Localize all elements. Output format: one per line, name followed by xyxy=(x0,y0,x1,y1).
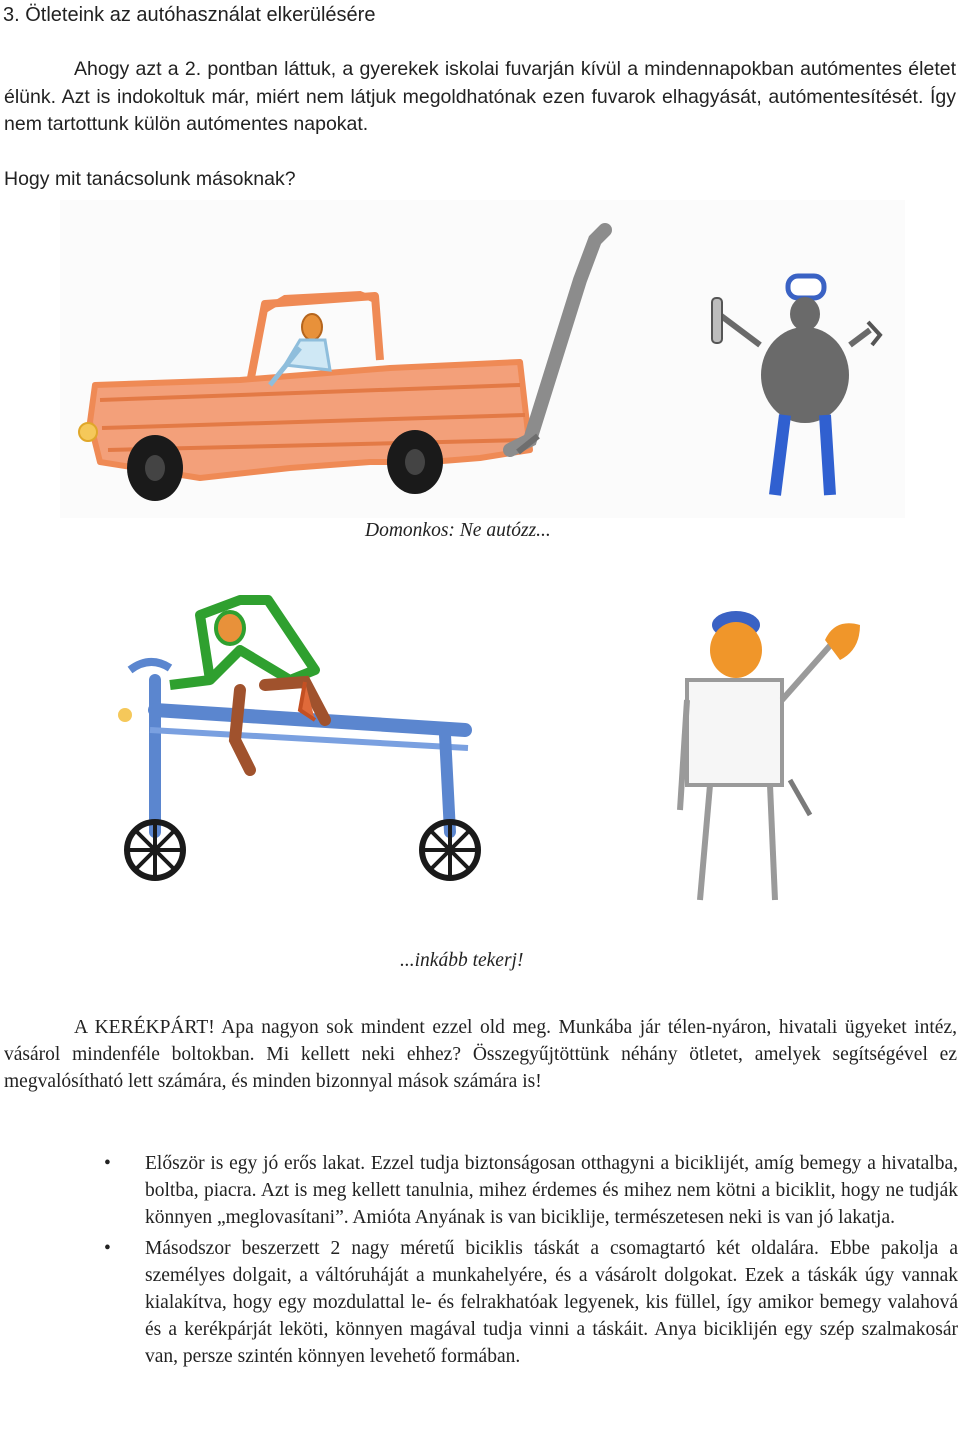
figure1-caption: Domonkos: Ne autózz... xyxy=(365,520,551,541)
list-item-text: Először is egy jó erős lakat. Ezzel tudja biztonságosan otthagyni a biciklijét, amíg bemegy a hivatalba, boltba, piacra. Azt is meg kellett tanulnia, mihez érdemes és mihez nem kötni a biciklit, hogy ne tudják könnyen „meglovasítani”. Amióta Anyának is van biciklije, természetesen neki is van jó lakatja. xyxy=(145,1153,958,1228)
list-item xyxy=(0,1150,958,1231)
bike-rear-wheel xyxy=(422,822,478,878)
waving-mechanic-drawing xyxy=(680,611,860,900)
figure2-caption: ...inkább tekerj! xyxy=(400,950,524,971)
car-front-wheel xyxy=(387,430,443,494)
drawing-bike-and-mechanic xyxy=(90,570,880,905)
car-rear-wheel xyxy=(127,435,183,501)
cyclist-drawing xyxy=(170,600,325,770)
tips-list xyxy=(0,1150,958,1370)
bullet-marker: • xyxy=(104,1153,111,1174)
kerekpart-text: A KERÉKPÁRT! Apa nagyon sok mindent ezzel old meg. Munkába jár télen-nyáron, hivatali ügyeket intéz, vásárol mindenféle boltokban. Mi kellett neki ehhez? Összegyűjtöttünk néhány ötletet, amelyek segítségével ez megvalósítható lett számára, és minden bizonnyal mások számára is! xyxy=(4,1017,957,1092)
bullet-marker: • xyxy=(104,1238,111,1259)
list-item xyxy=(0,1235,958,1370)
drawing-car-and-mechanic xyxy=(60,200,905,518)
section-heading: 3. Ötleteink az autóhasználat elkerülésére xyxy=(3,4,376,26)
intro-paragraph xyxy=(4,56,956,139)
list-item-text: Másodszor beszerzett 2 nagy méretű biciklis táskát a csomagtartó két oldalára. Ebbe pakolja a személyes dolgait, a váltóruháját a munkahelyére, és a vásárolt dolgokat. Ezek a táskák úgy vannak kialakítva, hogy egy mozdulattal le- és felrakhatóak legyenek, kis füllel, így amikor bemegy valahová és a kerékpárját leköti, könnyen magával tudja vinni a táskáit. Anya biciklijén egy szép szalmakosár van, persze szintén könnyen levehető formában. xyxy=(145,1238,958,1367)
question-line: Hogy mit tanácsolunk másoknak? xyxy=(4,168,296,190)
bicycle-drawing xyxy=(118,662,478,878)
kerekpart-paragraph xyxy=(4,1014,957,1095)
bike-front-wheel xyxy=(127,822,183,878)
intro-text: Ahogy azt a 2. pontban láttuk, a gyerekek iskolai fuvarján kívül a mindennapokban autómentes életet élünk. Azt is indokoltuk már, miért nem látjuk megoldhatónak ezen fuvarok elhagyását, autómentesítését. Így nem tartottunk külön autómentes napokat. xyxy=(4,58,956,135)
